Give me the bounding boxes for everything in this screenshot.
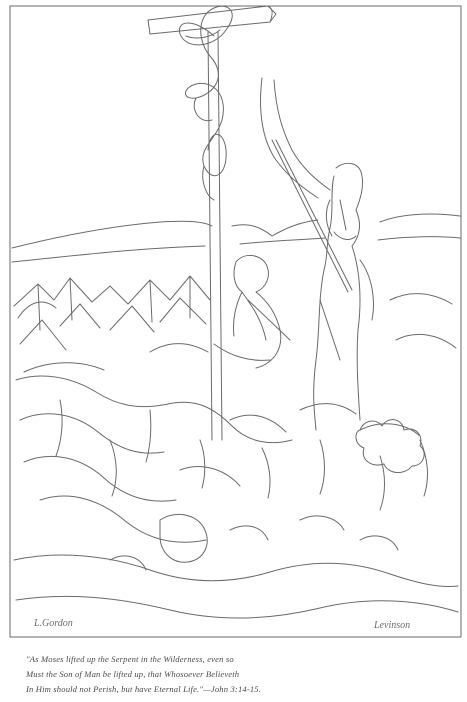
signature-right: Levinson [374,620,411,631]
moses-figure [314,163,363,430]
signature-left: L.Gordon [34,618,73,629]
brazen-serpent [179,6,232,175]
caption-line-2: Must the Son of Man be lifted up, that Whosoever Believeth [26,669,240,679]
staff [272,140,352,292]
foreground-ground [14,555,458,618]
cross-beam [148,6,276,34]
caption-line-3: In Him should not Perish, but have Eternal Life."—John 3:14-15. [26,684,262,694]
raised-arm [261,78,330,198]
israelites-crowd [16,294,456,543]
pole [208,32,222,440]
kneeling-man [214,255,290,368]
horizon-hills [12,214,460,248]
caption-line-1: "As Moses lifted up the Serpent in the Wilderness, even so [26,654,234,664]
tents [14,276,210,372]
